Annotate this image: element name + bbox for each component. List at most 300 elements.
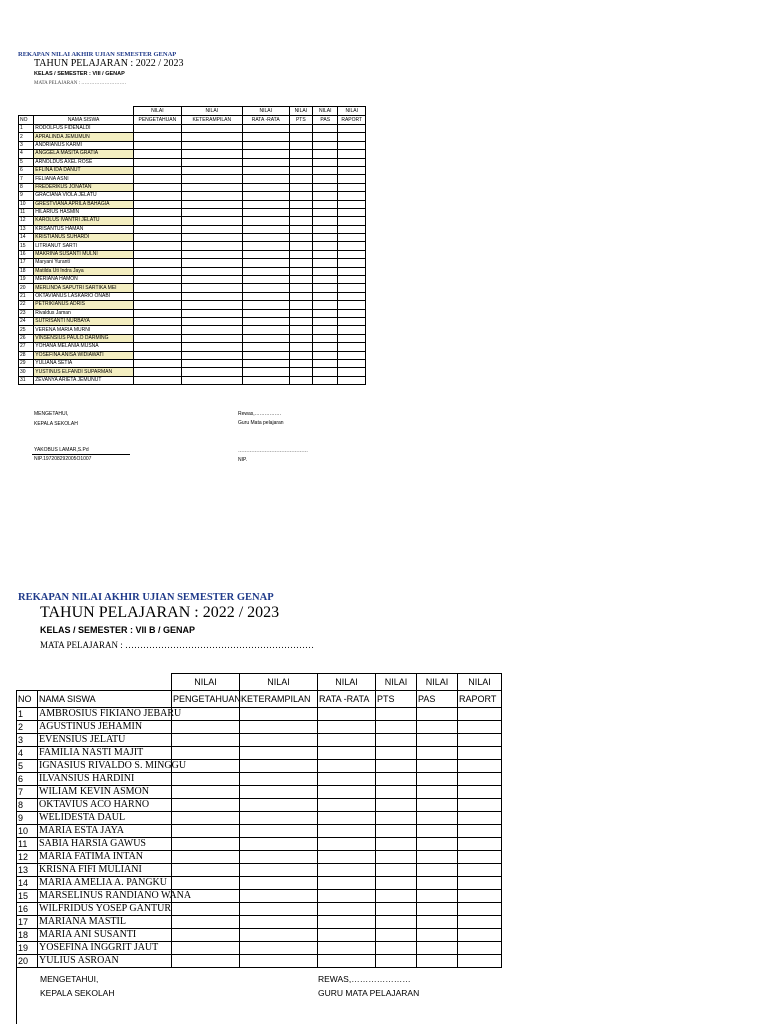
student-row <box>17 890 502 903</box>
raport-cell <box>338 292 366 300</box>
student-number: 11 <box>17 838 38 851</box>
keterampilan-cell <box>240 734 318 747</box>
sheet2-grade-table <box>16 673 502 968</box>
student-row <box>19 292 366 300</box>
pengetahuan-cell <box>172 955 240 968</box>
keterampilan-cell <box>240 864 318 877</box>
pengetahuan-cell <box>133 317 181 325</box>
student-name: ANGGELA MASITA GRATIA <box>34 150 134 158</box>
pts-cell <box>376 799 417 812</box>
rata-rata-cell <box>242 317 289 325</box>
pas-cell <box>313 183 338 191</box>
raport-cell <box>458 955 502 968</box>
keterampilan-cell <box>181 376 242 384</box>
pas-cell <box>313 175 338 183</box>
student-name: Maryani Yuranti <box>34 259 134 267</box>
pts-cell <box>289 317 312 325</box>
pts-cell <box>376 760 417 773</box>
pas-cell <box>417 955 458 968</box>
raport-cell <box>338 225 366 233</box>
rata-rata-cell <box>318 760 376 773</box>
student-number: 17 <box>19 259 34 267</box>
sheet2-kelas: KELAS / SEMESTER : VII B / GENAP <box>40 625 196 635</box>
student-name: AMBROSIUS FIKIANO JEBARU <box>39 708 182 719</box>
rata-rata-cell <box>242 150 289 158</box>
pas-cell <box>313 376 338 384</box>
student-row <box>19 200 366 208</box>
student-number: 12 <box>19 217 34 225</box>
rata-rata-cell <box>242 133 289 141</box>
sheet1-guru-nip: NIP. <box>238 457 248 463</box>
col-no-header: NO <box>17 691 38 708</box>
col-rata-header: RATA -RATA <box>242 116 289 125</box>
pengetahuan-cell <box>172 786 240 799</box>
student-name: GRACIANA VIOLA JELATU <box>34 192 134 200</box>
pts-cell <box>289 250 312 258</box>
raport-cell <box>458 760 502 773</box>
pas-cell <box>313 259 338 267</box>
student-number: 9 <box>19 192 34 200</box>
student-name: WELIDESTA DAUL <box>38 812 172 825</box>
raport-cell <box>458 864 502 877</box>
pas-cell <box>313 343 338 351</box>
keterampilan-cell <box>181 217 242 225</box>
pts-cell <box>289 133 312 141</box>
raport-cell <box>338 359 366 367</box>
keterampilan-cell <box>240 760 318 773</box>
student-row <box>17 903 502 916</box>
student-name: VINSENSIUS PAULO DARMING <box>34 334 134 342</box>
pengetahuan-cell <box>133 334 181 342</box>
pts-cell <box>289 292 312 300</box>
pas-cell <box>313 234 338 242</box>
student-row <box>19 267 366 275</box>
student-row <box>17 734 502 747</box>
rata-rata-cell <box>318 825 376 838</box>
student-name: WILFRIDUS YOSEP GANTUR <box>39 903 172 914</box>
raport-cell <box>338 217 366 225</box>
col-keterampilan-header: KETERAMPILAN <box>240 691 318 708</box>
raport-cell <box>458 747 502 760</box>
rata-rata-cell <box>242 376 289 384</box>
student-row <box>19 259 366 267</box>
sheet1-sign-mengetahui: MENGETAHUI, <box>34 411 69 417</box>
student-name: MERIANA HAMON <box>34 276 134 284</box>
keterampilan-cell <box>181 351 242 359</box>
rata-rata-cell <box>242 166 289 174</box>
pas-cell <box>313 158 338 166</box>
pengetahuan-cell <box>172 721 240 734</box>
pas-cell <box>313 208 338 216</box>
student-name: FAMILIA NASTI MAJIT <box>38 747 172 760</box>
student-name: YULIANA SETIA <box>34 359 134 367</box>
keterampilan-cell <box>240 812 318 825</box>
pts-cell <box>376 825 417 838</box>
student-row <box>17 786 502 799</box>
keterampilan-cell <box>181 175 242 183</box>
pts-cell <box>289 259 312 267</box>
student-number: 28 <box>19 351 34 359</box>
pas-cell <box>313 141 338 149</box>
pengetahuan-cell <box>133 326 181 334</box>
sheet1-kepsek-name: YAKOBUS LAMAR,S.Pd <box>34 447 89 453</box>
student-number: 20 <box>17 955 38 968</box>
rata-rata-cell <box>242 276 289 284</box>
pas-cell <box>417 851 458 864</box>
keterampilan-cell <box>181 125 242 133</box>
rata-rata-cell <box>318 877 376 890</box>
pengetahuan-cell <box>133 276 181 284</box>
pengetahuan-cell <box>133 192 181 200</box>
pengetahuan-cell <box>172 877 240 890</box>
pengetahuan-cell <box>133 125 181 133</box>
pas-cell <box>417 877 458 890</box>
raport-cell <box>338 141 366 149</box>
student-row <box>17 799 502 812</box>
pas-cell <box>313 150 338 158</box>
student-name: MARIA ANI SUSANTI <box>38 929 172 942</box>
student-row <box>17 747 502 760</box>
raport-cell <box>338 192 366 200</box>
sheet2-sign-mengetahui: MENGETAHUI, <box>40 974 99 984</box>
raport-cell <box>458 812 502 825</box>
student-name: YUSTINUS ELFANDI SUPARMAN <box>34 368 134 376</box>
student-name: ZEVANYA ARIETA JEMUNUT <box>34 376 134 384</box>
col-nilai-label: NILAI <box>133 107 181 116</box>
sheet1-header-top <box>19 107 366 116</box>
pts-cell <box>289 334 312 342</box>
raport-cell <box>458 903 502 916</box>
pts-cell <box>289 276 312 284</box>
rata-rata-cell <box>242 292 289 300</box>
student-name: YULIUS ASROAN <box>38 955 172 968</box>
keterampilan-cell <box>181 317 242 325</box>
pengetahuan-cell <box>133 141 181 149</box>
student-number: 5 <box>19 158 34 166</box>
raport-cell <box>458 942 502 955</box>
pengetahuan-cell <box>172 916 240 929</box>
pts-cell <box>376 812 417 825</box>
rata-rata-cell <box>242 284 289 292</box>
student-row <box>19 234 366 242</box>
keterampilan-cell <box>181 150 242 158</box>
sheet1-year: TAHUN PELAJARAN : 2022 / 2023 <box>34 58 184 69</box>
raport-cell <box>338 326 366 334</box>
raport-cell <box>458 786 502 799</box>
pts-cell <box>289 343 312 351</box>
student-number: 13 <box>17 864 38 877</box>
student-name: MAKRINA SUSANTI MULNI <box>34 250 134 258</box>
student-number: 3 <box>17 734 38 747</box>
student-name: YOHANA MELANIA MUSNA <box>34 343 134 351</box>
student-row <box>19 141 366 149</box>
pts-cell <box>289 208 312 216</box>
pas-cell <box>313 309 338 317</box>
pas-cell <box>417 942 458 955</box>
student-number: 27 <box>19 343 34 351</box>
student-number: 7 <box>19 175 34 183</box>
rata-rata-cell <box>242 234 289 242</box>
student-row <box>17 812 502 825</box>
keterampilan-cell <box>240 747 318 760</box>
pas-cell <box>313 301 338 309</box>
student-row <box>19 309 366 317</box>
pengetahuan-cell <box>172 942 240 955</box>
rata-rata-cell <box>318 747 376 760</box>
pengetahuan-cell <box>133 250 181 258</box>
student-row <box>19 133 366 141</box>
pengetahuan-cell <box>133 166 181 174</box>
pas-cell <box>417 721 458 734</box>
pts-cell <box>376 747 417 760</box>
student-row <box>17 825 502 838</box>
raport-cell <box>338 150 366 158</box>
sheet1-sign-kepsek-label: KEPALA SEKOLAH <box>34 421 78 427</box>
student-row <box>19 351 366 359</box>
student-row <box>19 150 366 158</box>
rata-rata-cell <box>242 301 289 309</box>
keterampilan-cell <box>181 326 242 334</box>
pas-cell <box>313 326 338 334</box>
pengetahuan-cell <box>133 351 181 359</box>
keterampilan-cell <box>181 343 242 351</box>
pengetahuan-cell <box>172 734 240 747</box>
rata-rata-cell <box>242 267 289 275</box>
raport-cell <box>338 250 366 258</box>
rata-rata-cell <box>318 942 376 955</box>
rata-rata-cell <box>242 141 289 149</box>
keterampilan-cell <box>181 292 242 300</box>
student-number: 6 <box>19 166 34 174</box>
student-row <box>17 838 502 851</box>
student-number: 4 <box>17 747 38 760</box>
student-name: FREDERIKUS JONATAN <box>34 183 134 191</box>
pas-cell <box>313 200 338 208</box>
col-nama-header: NAMA SISWA <box>38 691 172 708</box>
student-number: 21 <box>19 292 34 300</box>
student-number: 20 <box>19 284 34 292</box>
rata-rata-cell <box>242 217 289 225</box>
raport-cell <box>338 309 366 317</box>
student-row <box>17 851 502 864</box>
pengetahuan-cell <box>133 217 181 225</box>
pts-cell <box>289 284 312 292</box>
student-number: 14 <box>17 877 38 890</box>
student-row <box>17 773 502 786</box>
student-name: Rivaldus Jaman <box>34 309 134 317</box>
pts-cell <box>376 955 417 968</box>
pts-cell <box>289 301 312 309</box>
student-name: KAROLUS IVANTRI JELATU <box>34 217 134 225</box>
raport-cell <box>338 242 366 250</box>
pas-cell <box>313 368 338 376</box>
pengetahuan-cell <box>133 359 181 367</box>
pengetahuan-cell <box>172 708 240 721</box>
keterampilan-cell <box>240 955 318 968</box>
col-nilai-label: NILAI <box>242 107 289 116</box>
student-number: 30 <box>19 368 34 376</box>
keterampilan-cell <box>181 250 242 258</box>
keterampilan-cell <box>181 334 242 342</box>
sheet2-sign-kepsek-label: KEPALA SEKOLAH <box>40 988 115 998</box>
student-number: 16 <box>19 250 34 258</box>
pts-cell <box>289 359 312 367</box>
col-nilai-label: NILAI <box>313 107 338 116</box>
rata-rata-cell <box>242 200 289 208</box>
pts-cell <box>289 183 312 191</box>
pengetahuan-cell <box>133 259 181 267</box>
student-row <box>17 708 502 721</box>
rata-rata-cell <box>242 351 289 359</box>
pts-cell <box>289 376 312 384</box>
pas-cell <box>313 242 338 250</box>
sheet2-header-main <box>17 691 502 708</box>
pengetahuan-cell <box>133 225 181 233</box>
student-number: 25 <box>19 326 34 334</box>
sheet2-mapel: MATA PELAJARAN : ……………………………………………………… <box>40 640 315 650</box>
student-number: 19 <box>17 942 38 955</box>
raport-cell <box>458 773 502 786</box>
student-row <box>19 317 366 325</box>
pas-cell <box>313 250 338 258</box>
student-row <box>17 760 502 773</box>
student-row <box>17 864 502 877</box>
pengetahuan-cell <box>133 292 181 300</box>
pengetahuan-cell <box>133 376 181 384</box>
pts-cell <box>376 708 417 721</box>
rata-rata-cell <box>242 158 289 166</box>
rata-rata-cell <box>242 242 289 250</box>
student-name: GRESTVIANA APRILA BAHAGIA <box>34 200 134 208</box>
pas-cell <box>313 125 338 133</box>
pengetahuan-cell <box>133 242 181 250</box>
student-row <box>17 721 502 734</box>
keterampilan-cell <box>181 301 242 309</box>
pengetahuan-cell <box>133 158 181 166</box>
student-row <box>17 929 502 942</box>
pas-cell <box>417 916 458 929</box>
keterampilan-cell <box>181 368 242 376</box>
rata-rata-cell <box>242 125 289 133</box>
raport-cell <box>458 708 502 721</box>
raport-cell <box>338 267 366 275</box>
student-name: KRISNA FIFI MULIANI <box>38 864 172 877</box>
student-name: EVENSIUS JELATU <box>38 734 172 747</box>
rata-rata-cell <box>242 259 289 267</box>
rata-rata-cell <box>242 208 289 216</box>
sheet1-title: REKAPAN NILAI AKHIR UJIAN SEMESTER GENAP <box>18 51 177 58</box>
student-number: 18 <box>17 929 38 942</box>
rata-rata-cell <box>318 773 376 786</box>
col-nilai-label: NILAI <box>172 674 240 691</box>
pas-cell <box>313 317 338 325</box>
rata-rata-cell <box>318 955 376 968</box>
col-nilai-label: NILAI <box>376 674 417 691</box>
student-number: 4 <box>19 150 34 158</box>
rata-rata-cell <box>242 175 289 183</box>
student-row <box>19 326 366 334</box>
keterampilan-cell <box>181 225 242 233</box>
rata-rata-cell <box>242 359 289 367</box>
pengetahuan-cell <box>133 175 181 183</box>
col-nilai-label: NILAI <box>458 674 502 691</box>
keterampilan-cell <box>181 133 242 141</box>
student-number: 3 <box>19 141 34 149</box>
pts-cell <box>376 942 417 955</box>
col-rata-header: RATA -RATA <box>318 691 376 708</box>
rata-rata-cell <box>242 368 289 376</box>
col-pas-header: PAS <box>313 116 338 125</box>
pas-cell <box>313 276 338 284</box>
pts-cell <box>376 903 417 916</box>
pas-cell <box>313 217 338 225</box>
pas-cell <box>313 166 338 174</box>
rata-rata-cell <box>318 864 376 877</box>
student-name: MARIA FATIMA INTAN <box>38 851 172 864</box>
student-row <box>19 301 366 309</box>
student-number: 18 <box>19 267 34 275</box>
pas-cell <box>417 747 458 760</box>
student-number: 10 <box>17 825 38 838</box>
pts-cell <box>289 309 312 317</box>
student-name: OKTAVIANUS LASKARIO ONABI <box>34 292 134 300</box>
col-keterampilan-header: KETERAMPILAN <box>181 116 242 125</box>
sheet1-header-main <box>19 116 366 125</box>
pts-cell <box>289 225 312 233</box>
pengetahuan-cell <box>133 343 181 351</box>
keterampilan-cell <box>240 942 318 955</box>
student-row <box>17 942 502 955</box>
student-number: 29 <box>19 359 34 367</box>
raport-cell <box>458 799 502 812</box>
raport-cell <box>338 376 366 384</box>
rata-rata-cell <box>318 851 376 864</box>
student-number: 1 <box>17 708 38 721</box>
pas-cell <box>313 359 338 367</box>
keterampilan-cell <box>181 284 242 292</box>
raport-cell <box>338 368 366 376</box>
student-number: 7 <box>17 786 38 799</box>
pts-cell <box>376 877 417 890</box>
pts-cell <box>289 368 312 376</box>
keterampilan-cell <box>181 259 242 267</box>
pengetahuan-cell <box>172 929 240 942</box>
pts-cell <box>376 864 417 877</box>
student-row <box>19 343 366 351</box>
student-number: 24 <box>19 317 34 325</box>
sheet1-kepsek-signature-line <box>32 454 130 455</box>
raport-cell <box>338 301 366 309</box>
pts-cell <box>376 890 417 903</box>
student-row <box>19 225 366 233</box>
keterampilan-cell <box>240 851 318 864</box>
pengetahuan-cell <box>133 200 181 208</box>
col-nilai-label: NILAI <box>338 107 366 116</box>
keterampilan-cell <box>240 786 318 799</box>
keterampilan-cell <box>181 234 242 242</box>
pts-cell <box>376 721 417 734</box>
keterampilan-cell <box>240 838 318 851</box>
raport-cell <box>458 838 502 851</box>
keterampilan-cell <box>240 877 318 890</box>
pas-cell <box>313 192 338 200</box>
pas-cell <box>313 334 338 342</box>
pts-cell <box>289 234 312 242</box>
student-name: ANDRIANUS KARMI <box>34 141 134 149</box>
pts-cell <box>376 786 417 799</box>
keterampilan-cell <box>240 799 318 812</box>
pas-cell <box>313 267 338 275</box>
